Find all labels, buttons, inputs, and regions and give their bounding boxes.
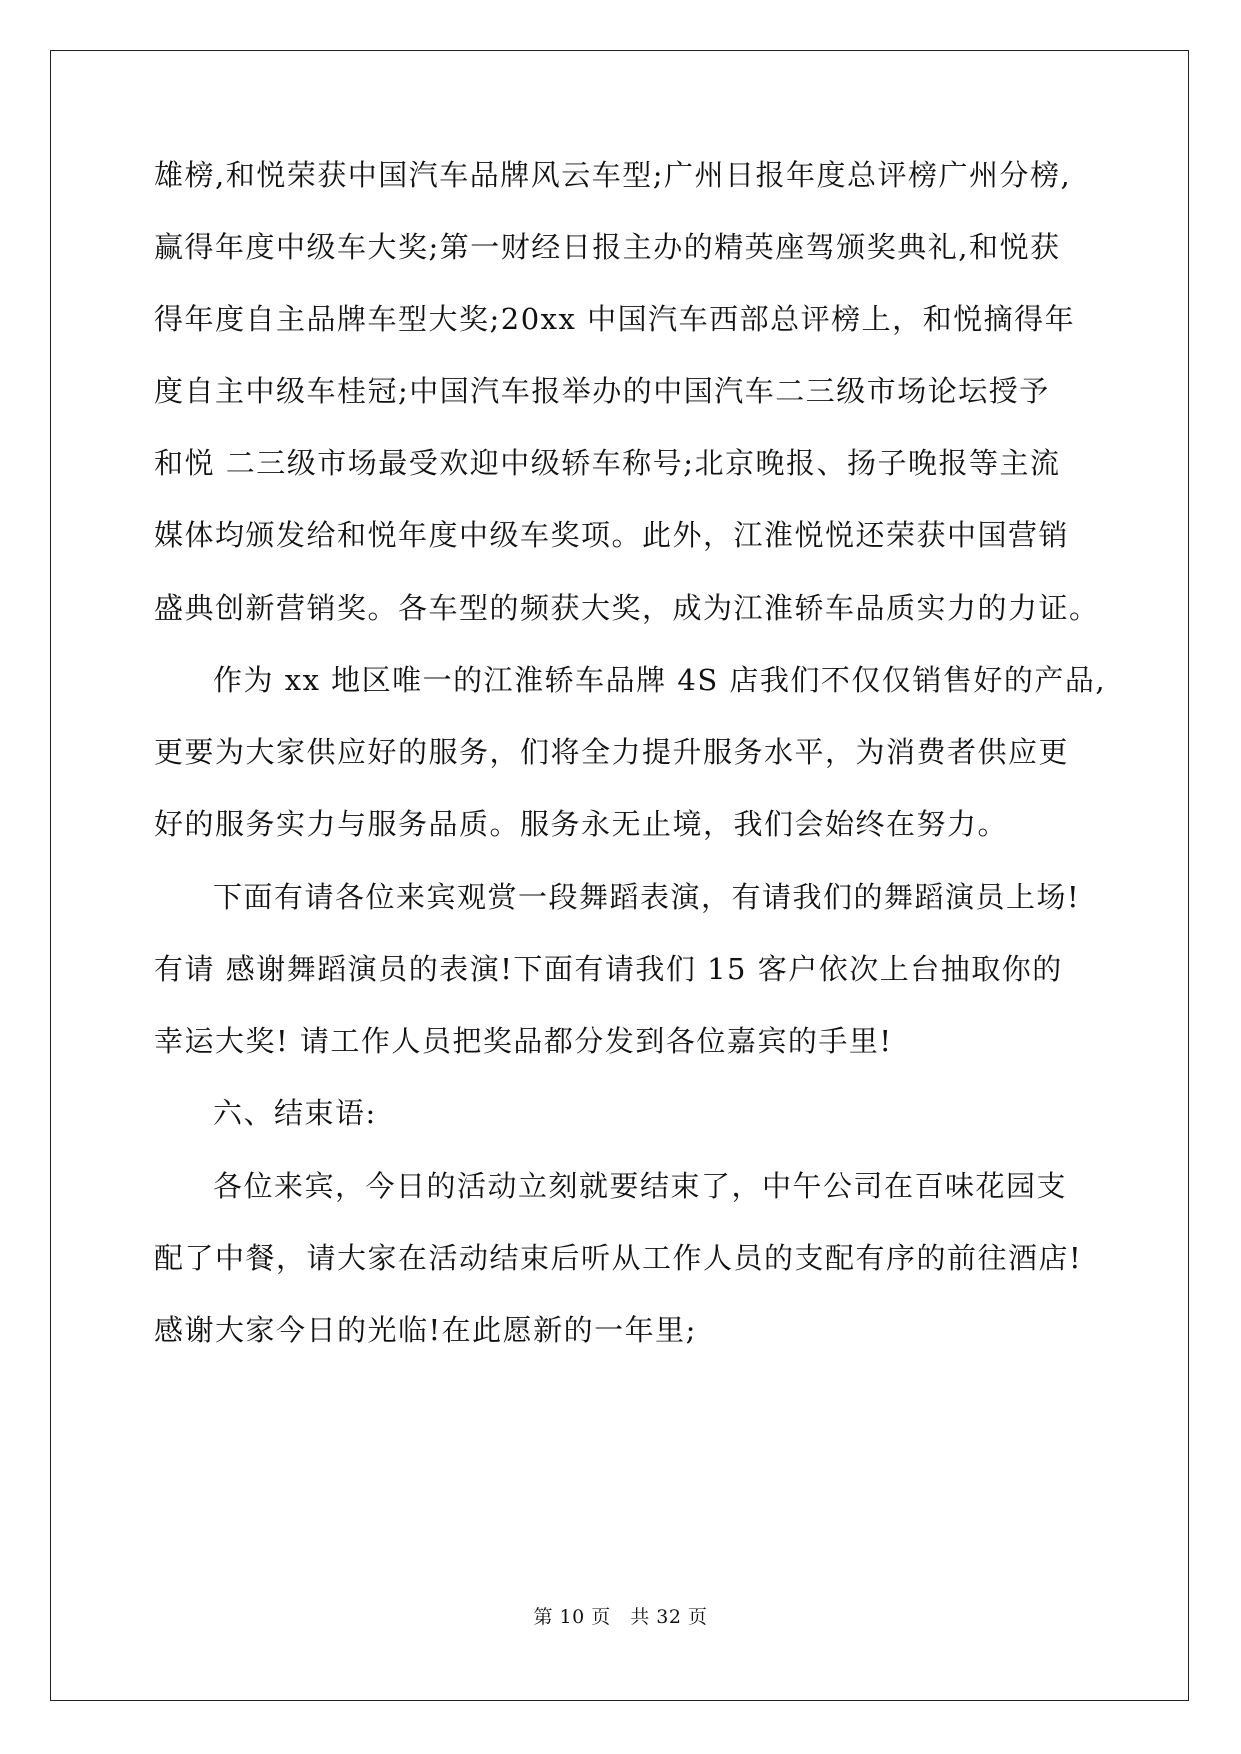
text-line: 雄榜,和悦荣获中国汽车品牌风云车型;广州日报年度总评榜广州分榜, bbox=[154, 158, 1072, 192]
text-line: 和悦 二三级市场最受欢迎中级轿车称号;北京晚报、扬子晚报等主流 bbox=[154, 446, 1061, 480]
text-line: 有请 感谢舞蹈演员的表演!下面有请我们 15 客户依次上台抽取你的 bbox=[154, 952, 1063, 986]
section-heading: 六、结束语: bbox=[213, 1096, 377, 1130]
text-line: 度自主中级车桂冠;中国汽车报举办的中国汽车二三级市场论坛授予 bbox=[154, 374, 1050, 408]
text-line: 盛典创新营销奖。各车型的频获大奖，成为江淮轿车品质实力的力证。 bbox=[154, 591, 1100, 625]
text-line: 作为 xx 地区唯一的江淮轿车品牌 4S 店我们不仅仅销售好的产品, bbox=[213, 663, 1107, 697]
text-line: 更要为大家供应好的服务，们将全力提升服务水平，为消费者供应更 bbox=[154, 735, 1070, 769]
text-line: 得年度自主品牌车型大奖;20xx 中国汽车西部总评榜上，和悦摘得年 bbox=[154, 302, 1076, 336]
text-line: 赢得年度中级车大奖;第一财经日报主办的精英座驾颁奖典礼,和悦获 bbox=[154, 230, 1061, 264]
text-line: 好的服务实力与服务品质。服务永无止境，我们会始终在努力。 bbox=[154, 807, 1009, 841]
page-border bbox=[50, 50, 1189, 1701]
text-line: 幸运大奖! 请工作人员把奖品都分发到各位嘉宾的手里! bbox=[154, 1024, 893, 1058]
text-line: 媒体均颁发给和悦年度中级车奖项。此外，江淮悦悦还荣获中国营销 bbox=[154, 518, 1070, 552]
page-number: 第 10 页 共 32 页 bbox=[533, 1606, 708, 1628]
text-line: 下面有请各位来宾观赏一段舞蹈表演，有请我们的舞蹈演员上场! bbox=[213, 880, 1081, 914]
text-line: 配了中餐，请大家在活动结束后听从工作人员的支配有序的前往酒店! bbox=[154, 1241, 1083, 1275]
text-line: 各位来宾，今日的活动立刻就要结束了，中午公司在百味花园支 bbox=[213, 1169, 1068, 1203]
text-line: 感谢大家今日的光临!在此愿新的一年里; bbox=[154, 1313, 697, 1347]
